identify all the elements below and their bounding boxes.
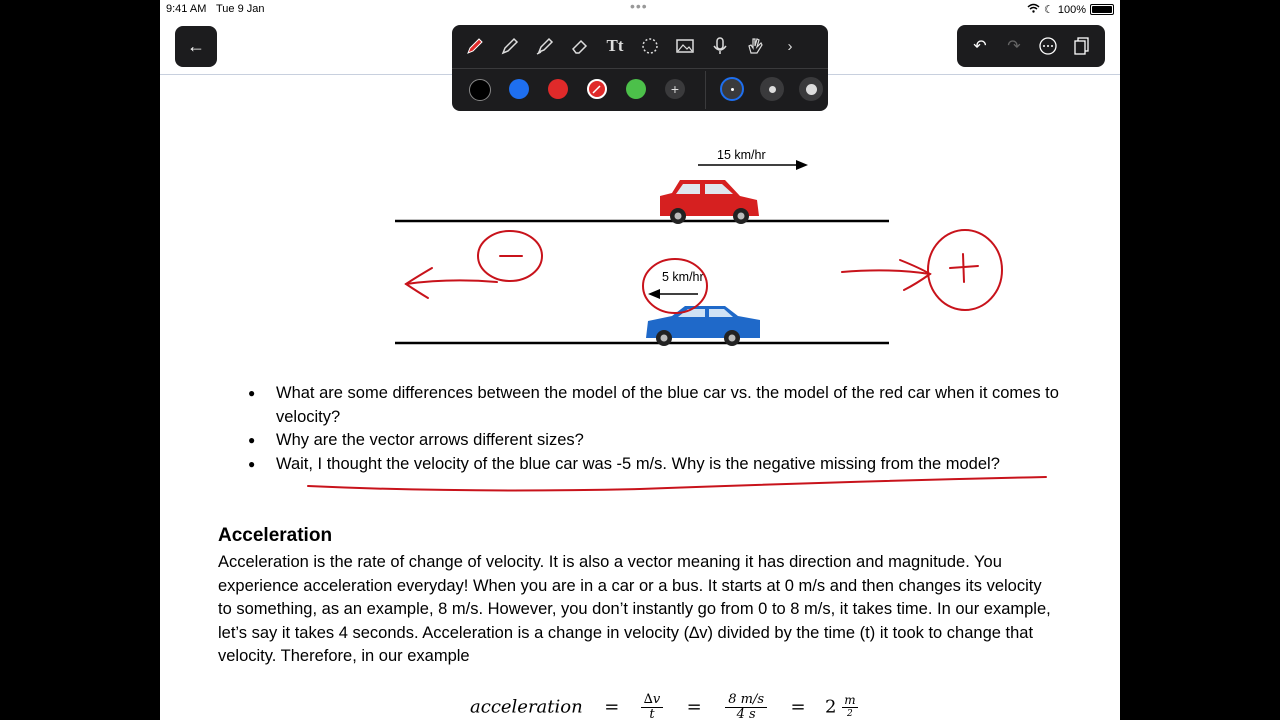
- fraction-1-numerator: ∆v: [641, 693, 663, 708]
- red-car-image: [660, 180, 759, 224]
- section-heading: Acceleration: [218, 525, 333, 546]
- status-bar: [160, 0, 1120, 18]
- color-swatch-green[interactable]: [626, 79, 646, 99]
- undo-icon[interactable]: ↶: [973, 38, 987, 55]
- fraction-1-denominator: t: [649, 707, 655, 720]
- color-swatch-red-selected[interactable]: [587, 79, 607, 99]
- mic-icon[interactable]: [709, 35, 731, 57]
- question-item: ● Wait, I thought the velocity of the blue car was -5 m/s. Why is the negative missing from the model?: [218, 453, 1068, 477]
- status-right: [1027, 3, 1114, 16]
- status-date: Tue 9 Jan: [216, 3, 265, 15]
- unit-denominator: 2: [847, 709, 853, 719]
- formula-lhs: acceleration: [470, 696, 583, 718]
- formula-equals: =: [686, 696, 702, 718]
- color-swatch-blue[interactable]: [509, 79, 529, 99]
- color-swatch-red[interactable]: [548, 79, 568, 99]
- blue-car-arrow: [648, 289, 698, 299]
- question-item: ● Why are the vector arrows different sizes?: [218, 429, 1068, 453]
- add-color-button[interactable]: +: [665, 79, 685, 99]
- formula-equals: =: [790, 696, 806, 718]
- chevron-right-icon[interactable]: ›: [787, 37, 793, 55]
- thickness-thick[interactable]: [799, 77, 823, 101]
- thickness-thin[interactable]: [720, 77, 744, 101]
- fraction-2-numerator: 8 m/s: [725, 693, 767, 708]
- formula-fraction-1: [641, 693, 663, 720]
- more-icon[interactable]: [1037, 35, 1059, 57]
- unit-numerator: m: [844, 693, 856, 707]
- acceleration-formula: [470, 693, 858, 720]
- redo-icon[interactable]: ↷: [1007, 38, 1021, 55]
- question-item: ● What are some differences between the model of the blue car vs. the model of the red car when it comes to velocity?: [218, 382, 1068, 429]
- formula-fraction-2: [725, 693, 767, 720]
- blue-car-speed-label: 5 km/hr: [662, 270, 704, 284]
- fraction-2-denominator: 4 s: [736, 707, 756, 720]
- formula-equals: =: [604, 696, 620, 718]
- moon-icon: ☾: [1043, 4, 1054, 16]
- lasso-icon[interactable]: [639, 35, 661, 57]
- multitask-dots-icon[interactable]: •••: [630, 0, 648, 14]
- tool-row: [452, 25, 828, 67]
- status-time: 9:41 AM: [166, 3, 207, 15]
- pen-icon[interactable]: [464, 35, 486, 57]
- pencil-icon[interactable]: [499, 35, 521, 57]
- battery-icon: [1090, 4, 1114, 15]
- drawing-toolbar: [452, 25, 828, 111]
- ink-positive-direction: [842, 230, 1002, 310]
- section-paragraph: Acceleration is the rate of change of velocity. It is also a vector meaning it has direction and magnitude. You experience acceleration everyday! When you are in a car or a bus. It starts at 0 m/s and then changes its velocity to something, as an example, 8 m/s. However, you don’t instantly go from 0 to 8 m/s, it takes time. In our example, let’s say it takes 4 seconds. Acceleration is a change in velocity (∆v) divided by the time (t) it took to change that velocity. Therefore, in our example: [218, 553, 1051, 665]
- battery-percent: 100%: [1057, 3, 1086, 16]
- question-list: [218, 382, 1068, 476]
- ink-circle-blue-label: [643, 259, 707, 313]
- thickness-medium[interactable]: [760, 77, 784, 101]
- text-icon[interactable]: Tt: [606, 36, 624, 55]
- right-toolbar: [957, 25, 1105, 67]
- ink-underline: [160, 473, 1120, 503]
- color-row: [452, 69, 828, 111]
- color-swatch-black[interactable]: [469, 79, 491, 101]
- formula-result: 2: [825, 696, 837, 718]
- back-arrow-icon: ←: [187, 36, 205, 56]
- red-car-speed-label: 15 km/hr: [717, 148, 766, 162]
- ink-negative-direction: [406, 231, 542, 298]
- wifi-icon: [1027, 3, 1040, 16]
- color-thickness-divider: [705, 71, 706, 109]
- marker-icon[interactable]: [534, 35, 556, 57]
- hand-icon[interactable]: [744, 35, 766, 57]
- back-button[interactable]: [175, 26, 217, 67]
- eraser-icon[interactable]: [569, 35, 591, 57]
- pages-icon[interactable]: [1071, 35, 1093, 57]
- document-page[interactable]: [160, 18, 1120, 720]
- formula-unit: [842, 694, 857, 720]
- pen-selected-icon: [589, 81, 605, 97]
- image-icon[interactable]: [674, 35, 696, 57]
